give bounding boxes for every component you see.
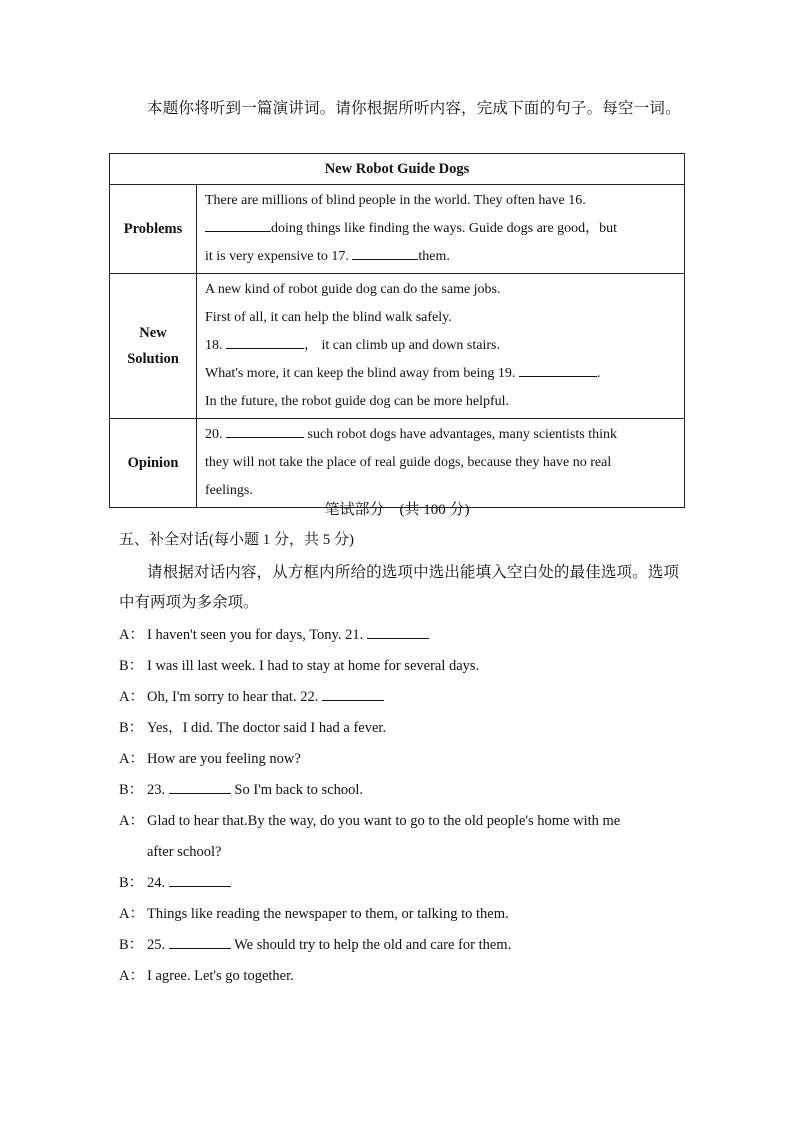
line-text: So I'm back to school. <box>234 782 364 798</box>
line-text: them. <box>418 249 450 264</box>
label-text: Opinion <box>127 455 179 471</box>
answer-blank-20[interactable] <box>226 423 304 438</box>
listening-instructions: 本题你将听到一篇演讲词。请你根据所听内容，完成下面的句子。每空一词。 <box>147 100 681 117</box>
opinion-line-3: feelings. <box>205 483 253 498</box>
dialogue-text: Yes，I did. The doctor said I had a fever. <box>147 720 387 736</box>
dialogue-line <box>119 868 679 899</box>
problems-line-1: There are millions of blind people in the world. They often have 16. <box>205 193 586 208</box>
speaker-label: A： <box>119 813 144 829</box>
answer-blank-25[interactable] <box>169 934 231 949</box>
line-text: such robot dogs have advantages, many scientists think <box>307 427 617 442</box>
dialogue-text: Things like reading the newspaper to them, or talking to them. <box>147 906 509 922</box>
solution-content <box>197 274 685 419</box>
dialogue-line <box>119 775 679 806</box>
speaker-label: A： <box>119 968 144 984</box>
dialogue-line <box>119 620 679 651</box>
row-label-opinion <box>110 419 197 508</box>
label-text: Problems <box>123 221 183 237</box>
dialogue-text: Glad to hear that.By the way, do you want to go to the old people's home with me <box>147 813 621 829</box>
line-text: What's more, it can keep the blind away from being 19. <box>205 366 516 381</box>
dialogue-text: I agree. Let's go together. <box>147 968 294 984</box>
dialogue-text: I was ill last week. I had to stay at home for several days. <box>147 658 480 674</box>
dialogue-line <box>119 744 679 775</box>
speaker-label: A： <box>119 627 144 643</box>
dialogue-text <box>147 620 679 651</box>
dialogue-text <box>147 682 679 713</box>
table-title: New Robot Guide Dogs <box>110 154 685 185</box>
dialogue-line <box>119 682 679 713</box>
label-text: Solution <box>127 351 179 367</box>
part5-instructions: 请根据对话内容，从方框内所给的选项中选出能填入空白处的最佳选项。选项中有两项为多余项。 <box>119 564 679 611</box>
answer-blank-22[interactable] <box>322 686 384 701</box>
speaker-label: A： <box>119 751 144 767</box>
problems-line-3 <box>205 243 676 271</box>
opinion-line-2: they will not take the place of real guide dogs, because they have no real <box>205 455 612 470</box>
opinion-content <box>197 419 685 508</box>
dialogue-line <box>119 961 679 992</box>
line-text: ， it can climb up and down stairs. <box>304 338 500 353</box>
dialogue-line <box>119 713 679 744</box>
answer-blank-16[interactable] <box>205 217 271 232</box>
solution-line-4 <box>205 360 676 388</box>
speaker-label: B： <box>119 720 144 736</box>
problems-line-2 <box>205 215 676 243</box>
line-text: 24. <box>147 875 166 891</box>
dialogue-line <box>119 651 679 682</box>
speaker-label: A： <box>119 906 144 922</box>
dialogue <box>119 620 679 992</box>
opinion-line-1 <box>205 421 676 449</box>
line-text: . <box>596 366 601 381</box>
line-text: 18. <box>205 338 223 353</box>
speaker-label <box>119 837 147 868</box>
speaker-label: B： <box>119 875 144 891</box>
dialogue-text <box>147 868 679 899</box>
solution-line-3 <box>205 332 676 360</box>
listening-table <box>109 153 685 508</box>
solution-line-1: A new kind of robot guide dog can do the same jobs. <box>205 282 501 297</box>
speaker-label: B： <box>119 937 144 953</box>
speaker-label: A： <box>119 689 144 705</box>
speaker-label: B： <box>119 658 144 674</box>
line-text: 20. <box>205 427 223 442</box>
answer-blank-19[interactable] <box>519 362 597 377</box>
part5-heading: 五、补全对话(每小题 1 分，共 5 分) <box>119 532 354 548</box>
solution-line-5: In the future, the robot guide dog can be more helpful. <box>205 394 510 409</box>
line-text: I haven't seen you for days, Tony. 21. <box>147 627 364 643</box>
problems-content <box>197 185 685 274</box>
dialogue-line <box>119 806 679 837</box>
answer-blank-17[interactable] <box>352 245 418 260</box>
answer-blank-21[interactable] <box>367 624 429 639</box>
row-label-problems <box>110 185 197 274</box>
label-text: New <box>139 325 167 341</box>
line-text: We should try to help the old and care for them. <box>234 937 512 953</box>
dialogue-text <box>147 930 679 961</box>
dialogue-text <box>147 775 679 806</box>
line-text: it is very expensive to 17. <box>205 249 349 264</box>
written-section-title: 笔试部分 (共 100 分) <box>324 502 470 518</box>
solution-line-2: First of all, it can help the blind walk safely. <box>205 310 452 325</box>
answer-blank-23[interactable] <box>169 779 231 794</box>
answer-blank-18[interactable] <box>226 334 304 349</box>
dialogue-text: after school? <box>147 844 222 860</box>
dialogue-line <box>119 899 679 930</box>
dialogue-line <box>119 837 679 868</box>
line-text: Oh, I'm sorry to hear that. 22. <box>147 689 319 705</box>
row-label-new-solution <box>110 274 197 419</box>
line-text: 25. <box>147 937 166 953</box>
line-text: doing things like finding the ways. Guide dogs are good，but <box>271 221 618 236</box>
dialogue-text: How are you feeling now? <box>147 751 301 767</box>
dialogue-line <box>119 930 679 961</box>
speaker-label: B： <box>119 782 144 798</box>
line-text: 23. <box>147 782 166 798</box>
answer-blank-24[interactable] <box>169 872 231 887</box>
